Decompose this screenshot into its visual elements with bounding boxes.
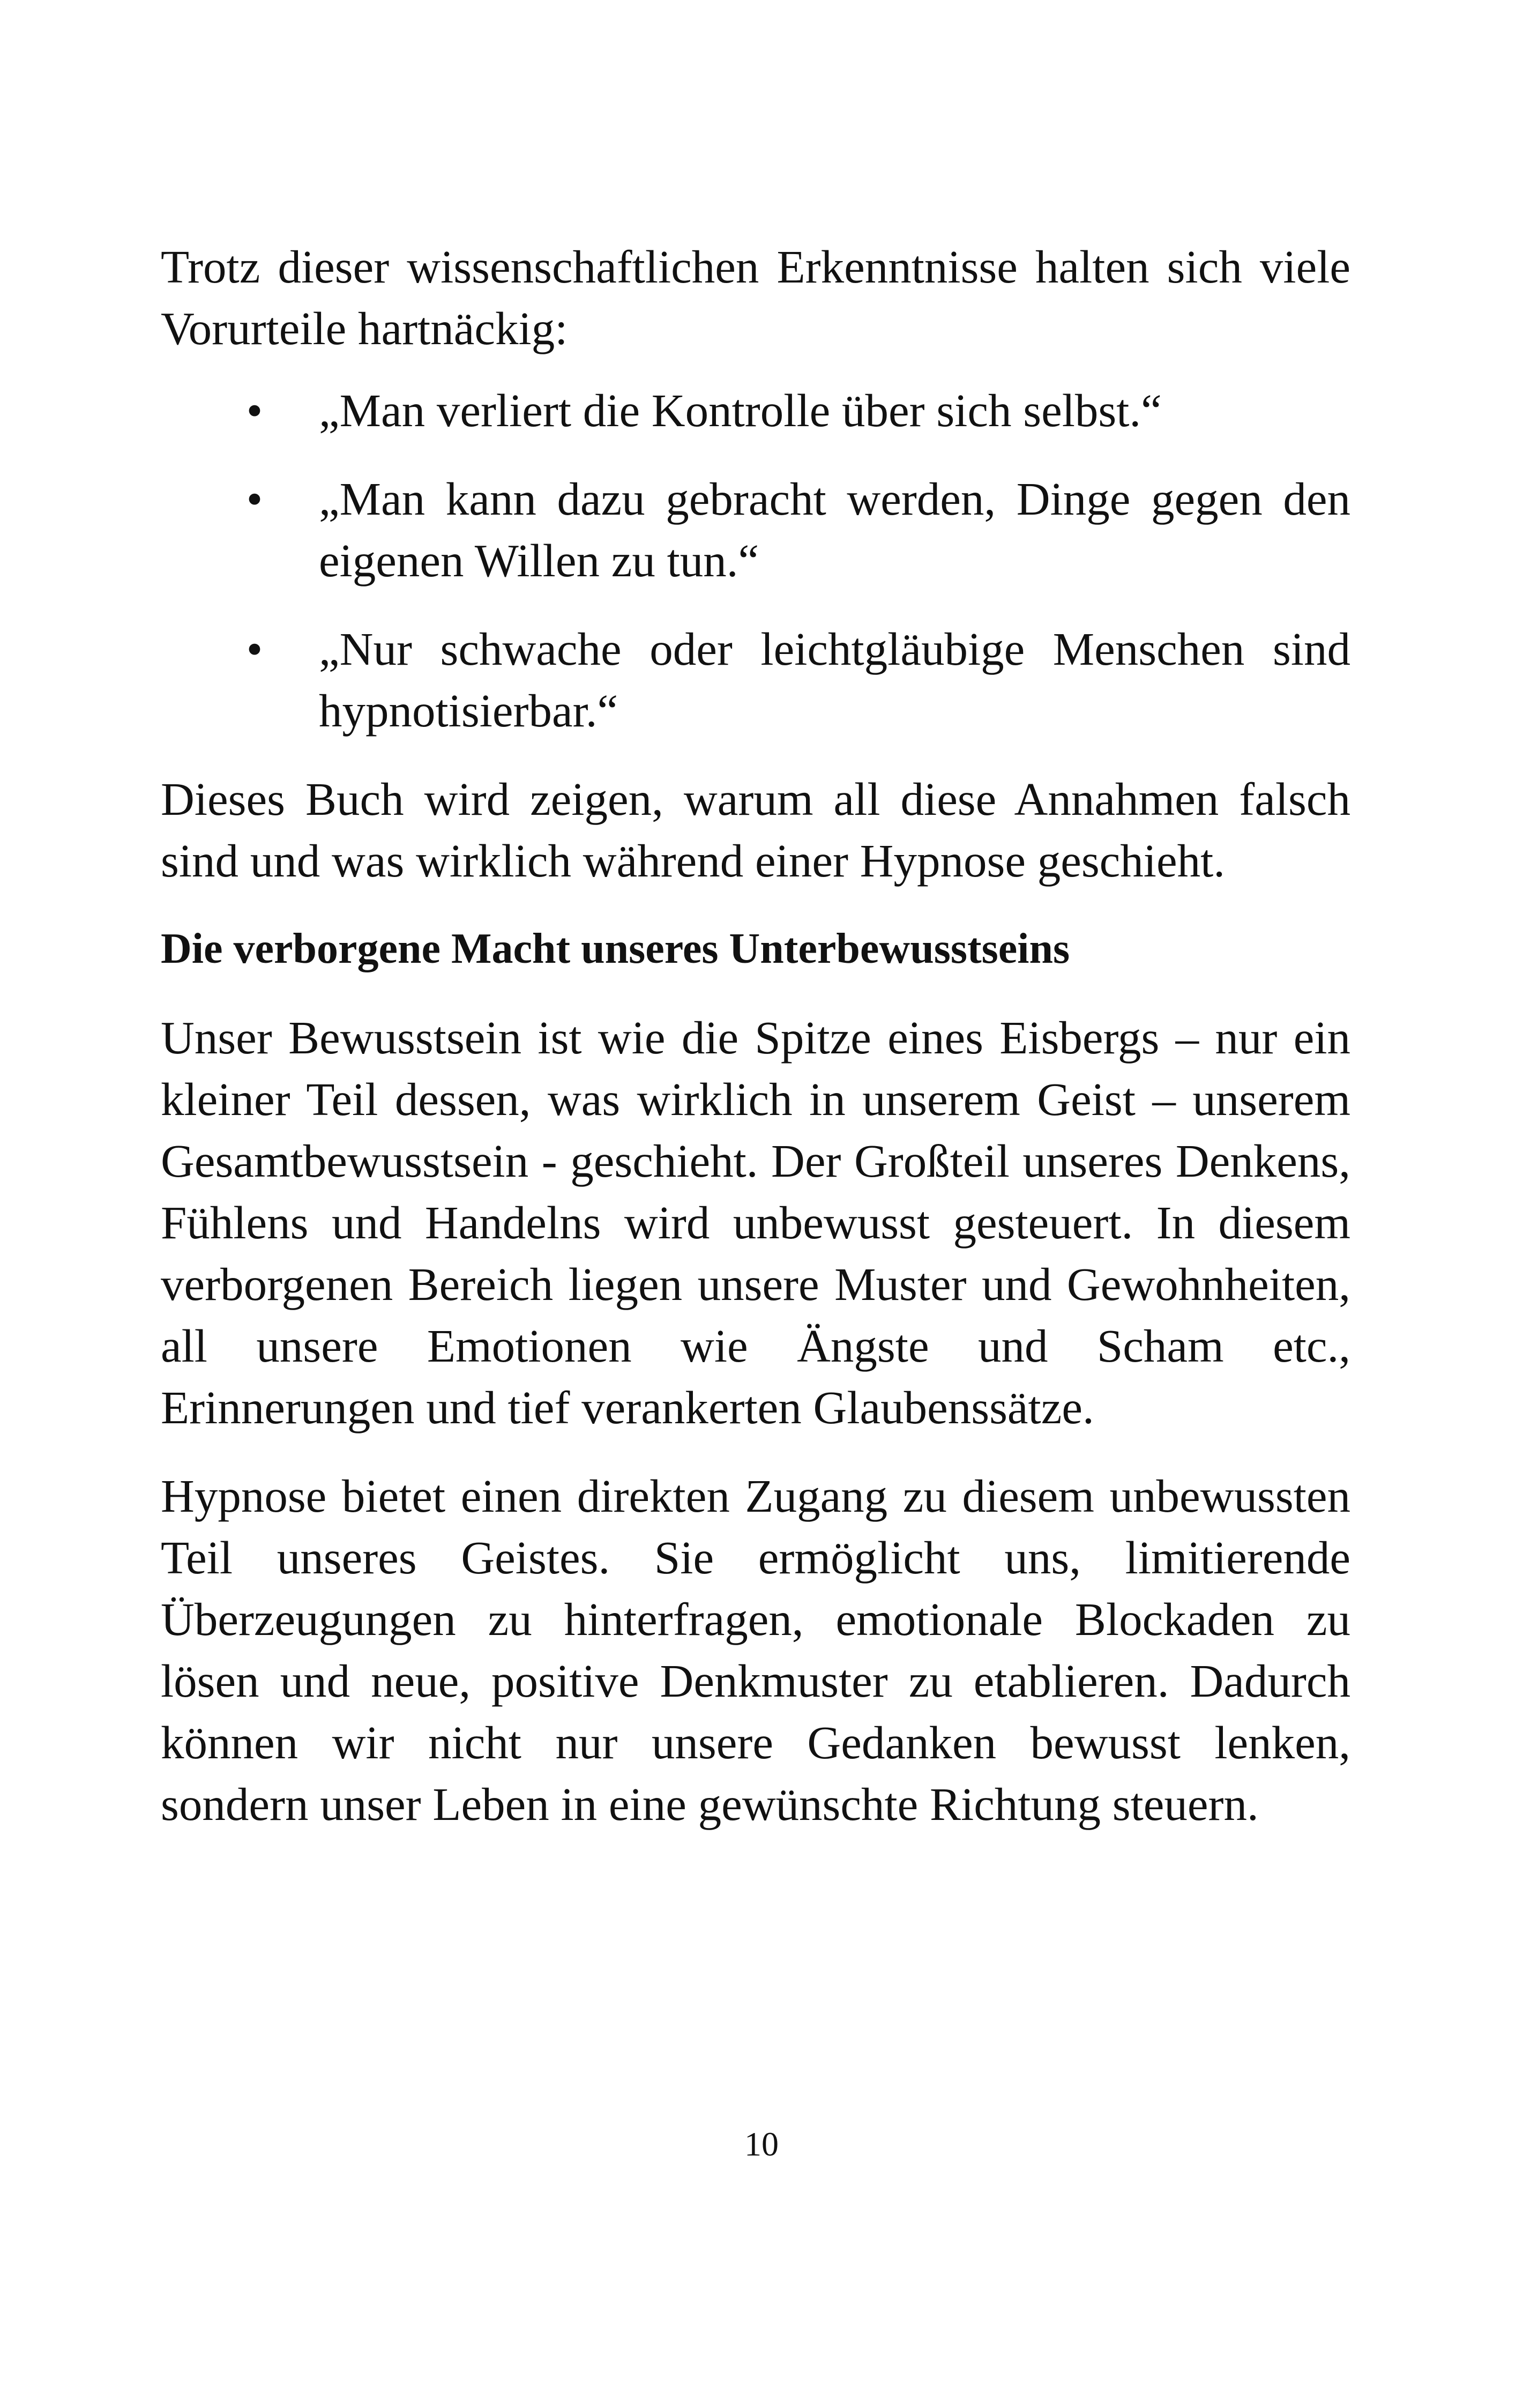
list-item	[161, 618, 1350, 741]
section-heading: Die verborgene Macht unseres Unterbewusstseins	[161, 925, 1070, 972]
list-item	[161, 468, 1350, 591]
list-item-text: „Nur schwache oder leichtgläubige Menschen sind hypnotisierbar.“	[319, 623, 1350, 737]
list-item-text: „Man verliert die Kontrolle über sich selbst.“	[319, 384, 1162, 436]
body-paragraph-2: Hypnose bietet einen direkten Zugang zu diesem unbewussten Teil unseres Geistes. Sie ermöglicht uns, limitierende Überzeugungen zu hinterfragen, emotionale Blockaden zu lösen und neue, positive Denkmuster zu etablieren. Dadurch können wir nicht nur unsere Gedanken bewusst lenken, sondern unser Leben in eine gewünschte Richtung steuern.	[161, 1470, 1350, 1830]
bullet-icon: •	[246, 473, 263, 525]
list-item-text: „Man kann dazu gebracht werden, Dinge gegen den eigenen Willen zu tun.“	[319, 473, 1350, 586]
after-list-paragraph: Dieses Buch wird zeigen, warum all diese Annahmen falsch sind und was wirklich während einer Hypnose geschieht.	[161, 773, 1350, 887]
prejudice-list	[161, 380, 1350, 741]
intro-paragraph: Trotz dieser wissenschaftlichen Erkenntnisse halten sich viele Vorurteile hartnäckig:	[161, 241, 1350, 354]
page-number: 10	[744, 2125, 779, 2163]
bullet-icon: •	[246, 623, 263, 675]
list-item	[161, 380, 1350, 441]
bullet-icon: •	[246, 384, 263, 436]
body-paragraph-1: Unser Bewusstsein ist wie die Spitze eines Eisbergs – nur ein kleiner Teil dessen, was wirklich in unserem Geist – unserem Gesamtbewusstsein - geschieht. Der Großteil unseres Denkens, Fühlens und Handelns wird unbewusst gesteuert. In diesem verborgenen Bereich liegen unsere Muster und Gewohnheiten, all unsere Emotionen wie Ängste und Scham etc., Erinnerungen und tief verankerten Glaubenssätze.	[161, 1012, 1350, 1433]
page-body	[161, 236, 1350, 1835]
